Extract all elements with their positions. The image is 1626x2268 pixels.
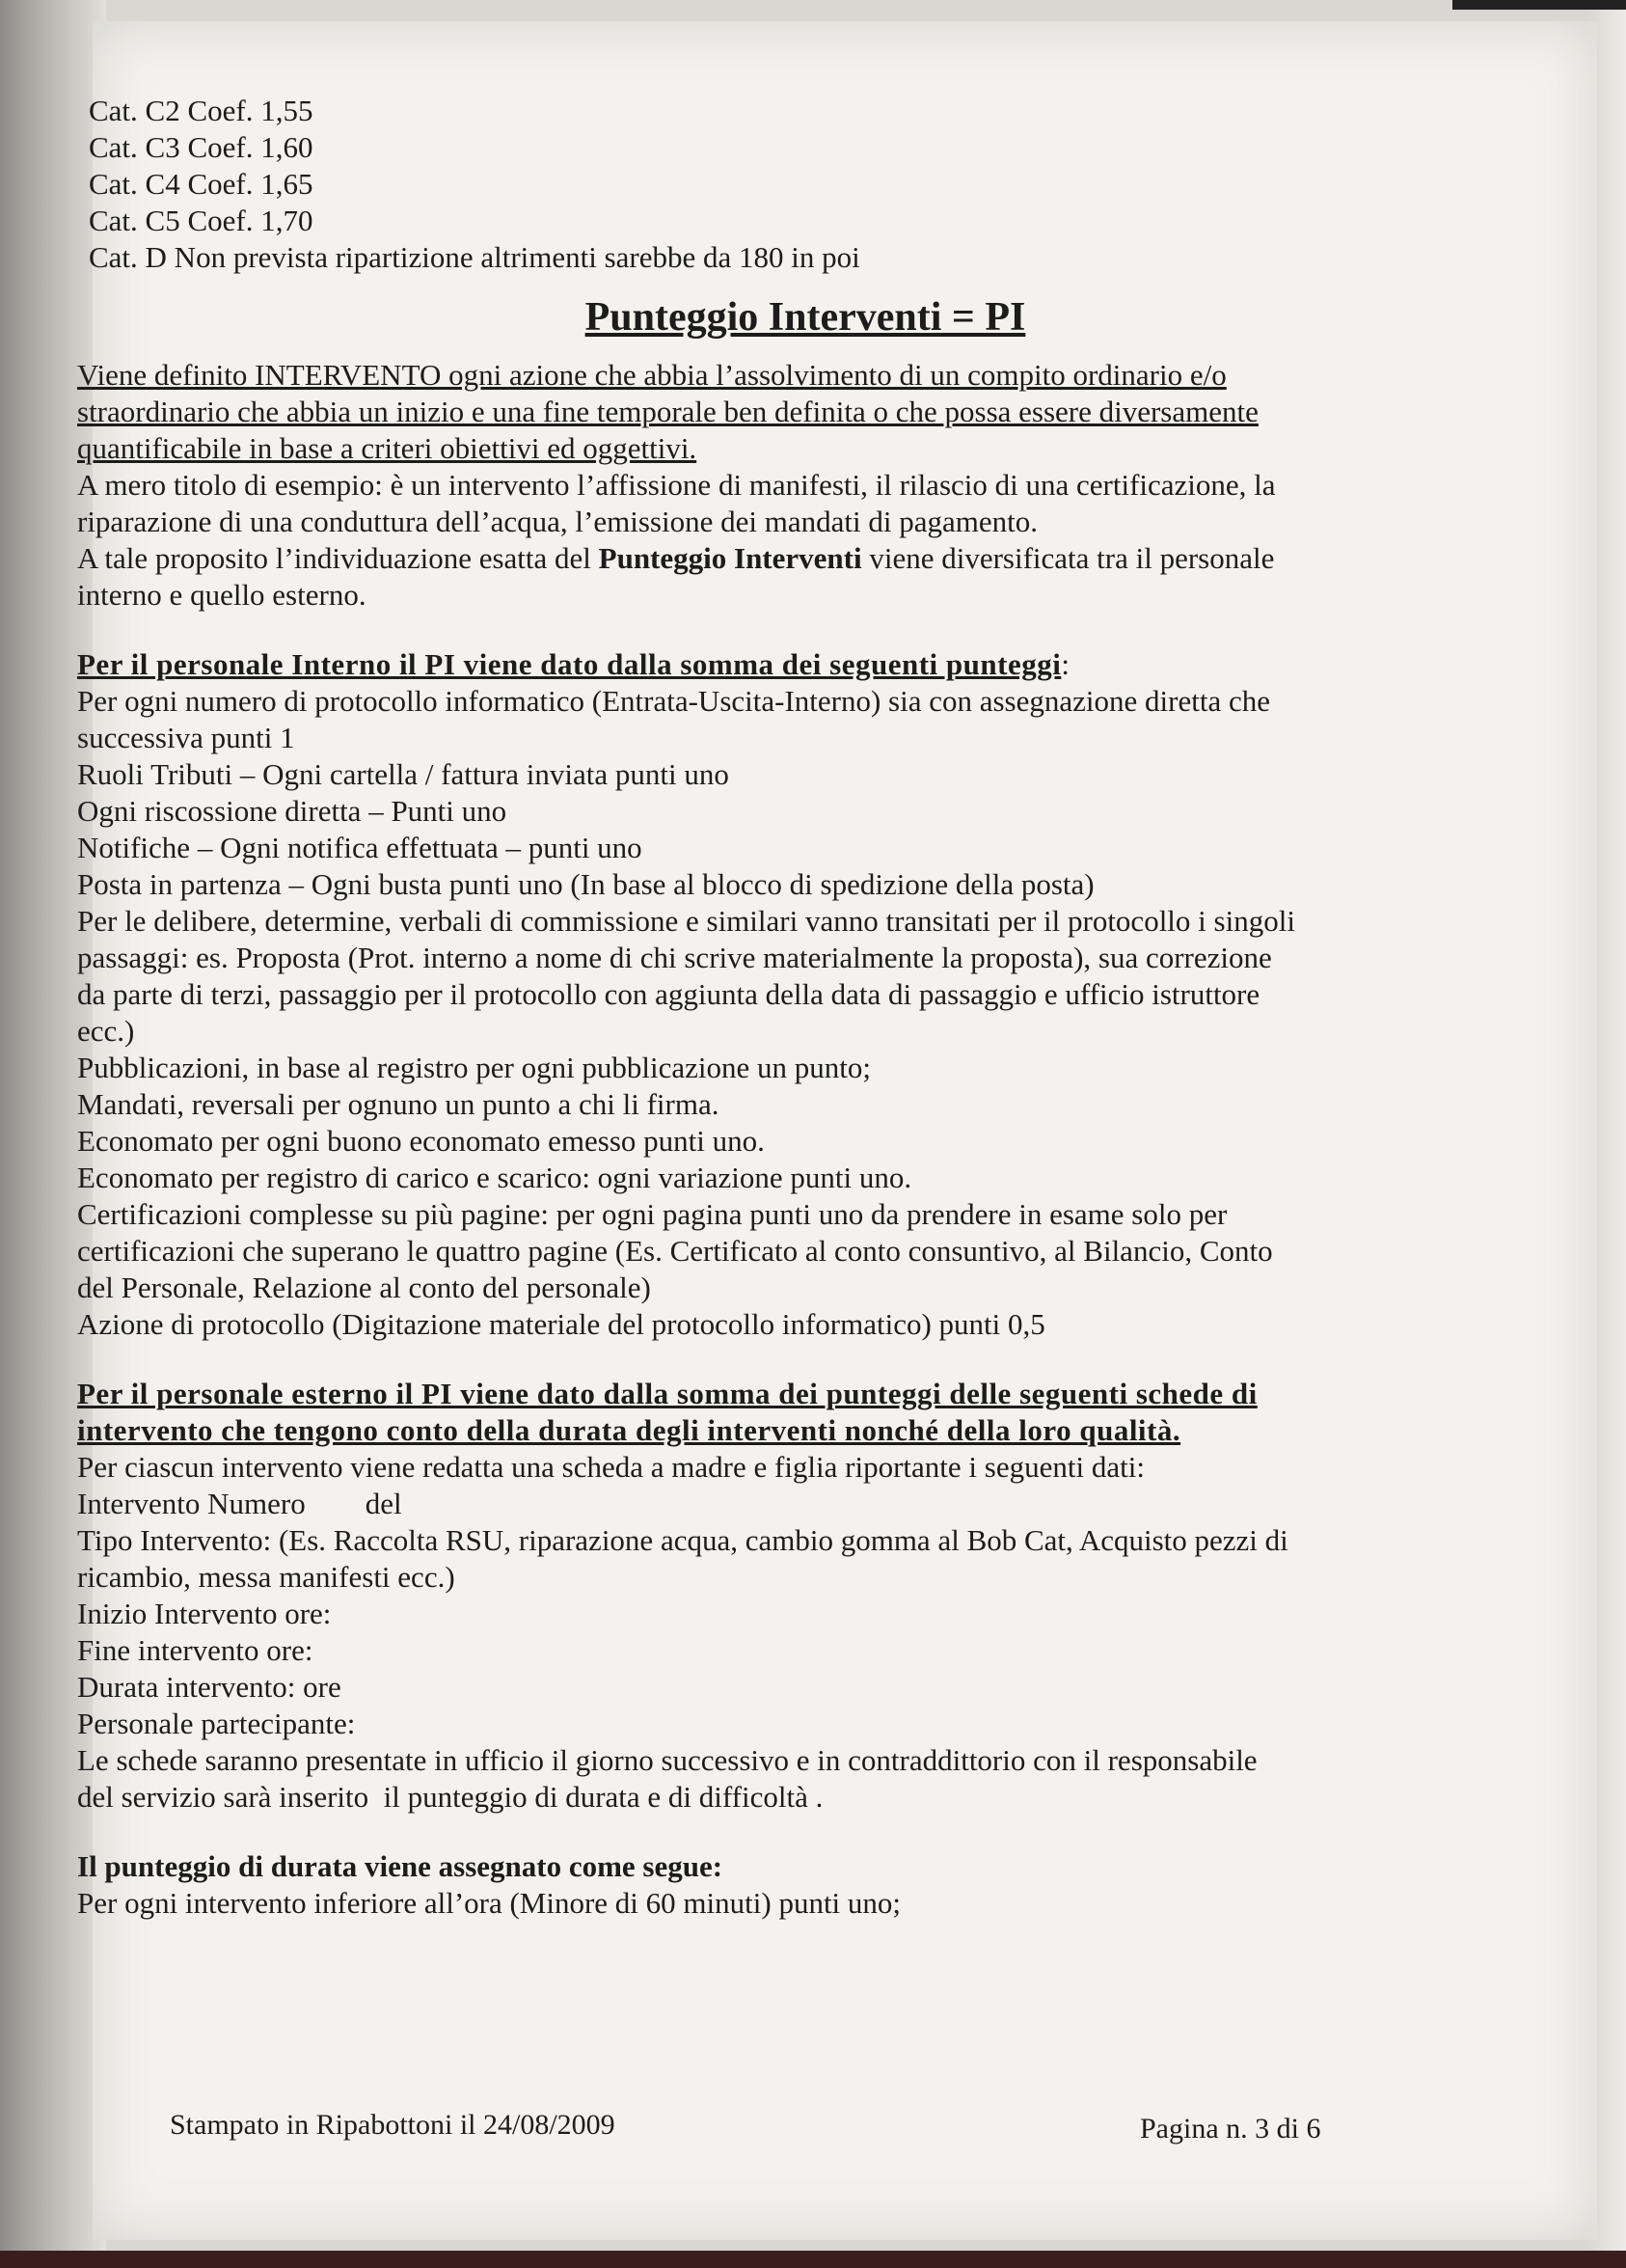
proposito-paragraph bbox=[77, 540, 1504, 614]
interno-section bbox=[77, 646, 1504, 1343]
proposito-text: A tale proposito l’individuazione esatta del bbox=[77, 541, 599, 575]
category-line: Cat. D Non prevista ripartizione altrimenti sarebbe da 180 in poi bbox=[89, 240, 860, 274]
footer-page-number: Pagina n. 3 di 6 bbox=[1140, 2113, 1321, 2145]
proposito-line: interno e quello esterno. bbox=[77, 578, 366, 612]
footer-printed: Stampato in Ripabottoni il 24/08/2009 bbox=[170, 2109, 615, 2141]
esterno-line: Inizio Intervento ore: bbox=[77, 1597, 332, 1630]
scan-top-edge bbox=[1452, 0, 1626, 10]
scan-bottom-edge bbox=[0, 2251, 1626, 2268]
esterno-line: Intervento Numero del bbox=[77, 1487, 402, 1520]
durata-line: Per ogni intervento inferiore all’ora (Minore di 60 minuti) punti uno; bbox=[77, 1886, 902, 1920]
interno-line: Economato per registro di carico e scarico: ogni variazione punti uno. bbox=[77, 1161, 912, 1194]
category-list bbox=[77, 93, 1504, 276]
interno-line: Per le delibere, determine, verbali di commissione e similari vanno transitati per il protocollo i singoli bbox=[77, 904, 1295, 938]
definition-line: straordinario che abbia un inizio e una fine temporale ben definita o che possa essere diversamente bbox=[77, 395, 1259, 428]
proposito-text: viene diversificata tra il personale bbox=[861, 541, 1275, 575]
esterno-line: Fine intervento ore: bbox=[77, 1633, 313, 1667]
esterno-line: Durata intervento: ore bbox=[77, 1670, 341, 1704]
durata-heading: Il punteggio di durata viene assegnato come segue: bbox=[77, 1849, 723, 1883]
definition-paragraph bbox=[77, 357, 1504, 467]
interno-line: Ruoli Tributi – Ogni cartella / fattura inviata punti uno bbox=[77, 757, 729, 791]
interno-heading: Per il personale Interno il PI viene dato dalla somma dei seguenti punteggi bbox=[77, 647, 1062, 681]
interno-line: da parte di terzi, passaggio per il protocollo con aggiunta della data di passaggio e ufficio istruttore bbox=[77, 977, 1260, 1011]
esterno-line: del servizio sarà inserito il punteggio di durata e di difficoltà . bbox=[77, 1780, 824, 1814]
durata-section bbox=[77, 1848, 1504, 1922]
proposito-bold: Punteggio Interventi bbox=[598, 541, 862, 575]
scan-edge bbox=[1587, 0, 1626, 2268]
interno-line: Economato per ogni buono economato emesso punti uno. bbox=[77, 1124, 765, 1158]
section-title: Punteggio Interventi = PI bbox=[584, 295, 1026, 340]
interno-line: Ogni riscossione diretta – Punti uno bbox=[77, 794, 507, 828]
interno-line: Mandati, reversali per ognuno un punto a chi li firma. bbox=[77, 1087, 719, 1121]
esterno-section bbox=[77, 1376, 1504, 1816]
interno-line: Pubblicazioni, in base al registro per ogni pubblicazione un punto; bbox=[77, 1051, 872, 1084]
example-line: riparazione di una conduttura dell’acqua, l’emissione dei mandati di pagamento. bbox=[77, 505, 1038, 538]
page-content bbox=[77, 93, 1504, 1922]
esterno-line: Tipo Intervento: (Es. Raccolta RSU, riparazione acqua, cambio gomma al Bob Cat, Acquisto pezzi di bbox=[77, 1523, 1288, 1557]
category-line: Cat. C4 Coef. 1,65 bbox=[89, 167, 313, 201]
interno-line: successiva punti 1 bbox=[77, 721, 295, 754]
interno-heading-colon: : bbox=[1061, 647, 1070, 681]
interno-line: certificazioni che superano le quattro pagine (Es. Certificato al conto consuntivo, al Bilancio, Conto bbox=[77, 1234, 1273, 1268]
interno-line: Posta in partenza – Ogni busta punti uno (In base al blocco di spedizione della posta) bbox=[77, 867, 1095, 901]
interno-line: Azione di protocollo (Digitazione materiale del protocollo informatico) punti 0,5 bbox=[77, 1307, 1045, 1341]
esterno-heading: intervento che tengono conto della durata degli interventi nonché della loro qualità. bbox=[77, 1413, 1181, 1447]
example-paragraph bbox=[77, 467, 1504, 540]
interno-line: Notifiche – Ogni notifica effettuata – punti uno bbox=[77, 831, 642, 864]
esterno-line: Personale partecipante: bbox=[77, 1707, 356, 1740]
definition-line: Viene definito INTERVENTO ogni azione che abbia l’assolvimento di un compito ordinario e/o bbox=[77, 358, 1227, 392]
esterno-heading: Per il personale esterno il PI viene dato dalla somma dei punteggi delle seguenti schede di bbox=[77, 1377, 1258, 1410]
esterno-line: Le schede saranno presentate in ufficio il giorno successivo e in contraddittorio con il responsabile bbox=[77, 1743, 1258, 1777]
category-line: Cat. C2 Coef. 1,55 bbox=[89, 94, 313, 127]
category-line: Cat. C3 Coef. 1,60 bbox=[89, 130, 313, 164]
esterno-line: ricambio, messa manifesti ecc.) bbox=[77, 1560, 455, 1594]
interno-line: ecc.) bbox=[77, 1014, 135, 1048]
definition-line: quantificabile in base a criteri obiettivi ed oggettivi. bbox=[77, 431, 697, 465]
esterno-line: Per ciascun intervento viene redatta una scheda a madre e figlia riportante i seguenti dati: bbox=[77, 1450, 1145, 1484]
example-line: A mero titolo di esempio: è un intervento l’affissione di manifesti, il rilascio di una certificazione, la bbox=[77, 468, 1276, 502]
interno-line: del Personale, Relazione al conto del personale) bbox=[77, 1271, 651, 1304]
category-line: Cat. C5 Coef. 1,70 bbox=[89, 204, 313, 237]
interno-line: passaggi: es. Proposta (Prot. interno a nome di chi scrive materialmente la proposta), sua correzione bbox=[77, 941, 1272, 974]
interno-line: Per ogni numero di protocollo informatico (Entrata-Uscita-Interno) sia con assegnazione diretta che bbox=[77, 684, 1270, 718]
interno-line: Certificazioni complesse su più pagine: per ogni pagina punti uno da prendere in esame solo per bbox=[77, 1197, 1228, 1231]
